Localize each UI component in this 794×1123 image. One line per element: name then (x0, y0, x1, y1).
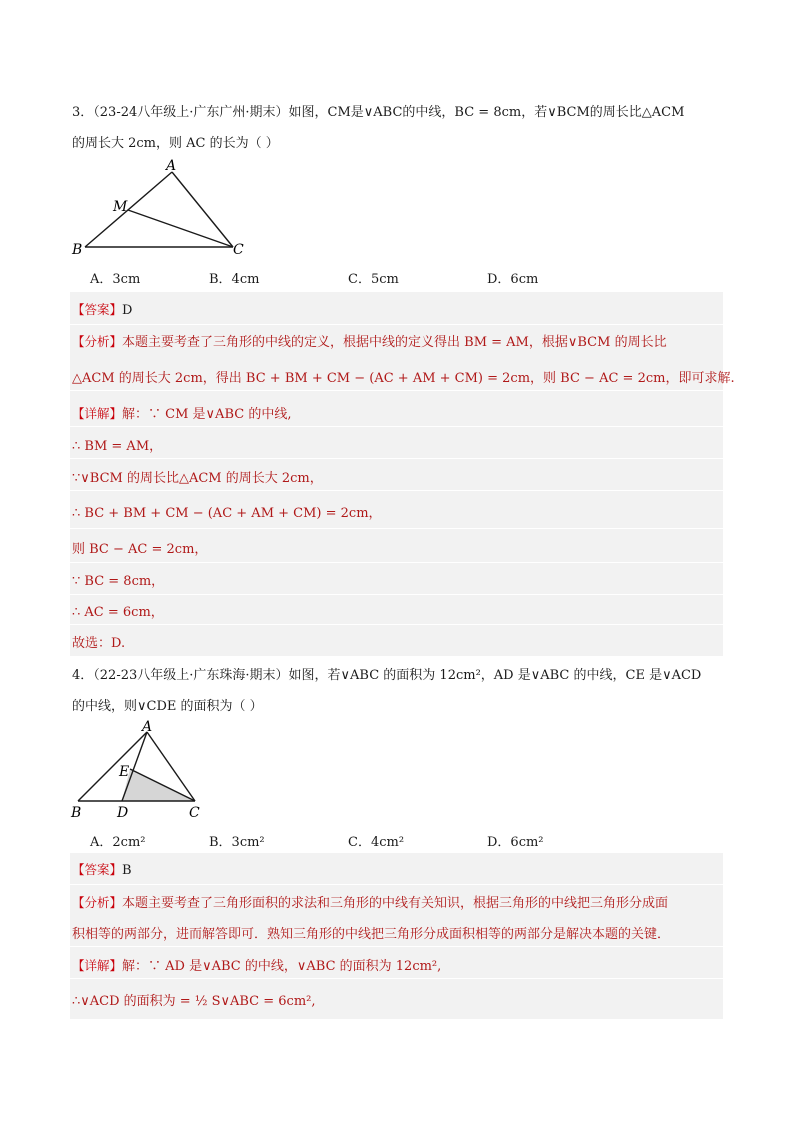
q3-answer-value: D (122, 303, 133, 318)
q3-option-d: D．6cm (487, 272, 539, 287)
q3-detail-text1: 解：∵ CM 是∨ABC 的中线, (122, 407, 292, 422)
q4-detail-line1 (72, 955, 441, 974)
q3-label-m: M (113, 199, 128, 215)
q4-label-b: B (71, 805, 82, 821)
q4-stem-line2: 的中线，则∨CDE 的面积为（ ） (72, 699, 263, 714)
q3-analysis-text1: 本题主要考查了三角形的中线的定义，根据中线的定义得出 BM = AM，根据∨BCM 的周长比 (122, 335, 667, 350)
q4-option-c: C．4cm² (348, 835, 405, 850)
q3-option-c: C．5cm (348, 272, 399, 287)
q3-detail-line1 (72, 403, 291, 422)
q4-answer-value: B (122, 863, 132, 878)
q4-answer (72, 860, 132, 878)
q4-label-d: D (117, 805, 129, 821)
q3-detail-line6: ∵ BC = 8cm， (72, 574, 165, 589)
q3-stem-line1: 3．（23-24八年级上·广东广州·期末）如图，CM是∨ABC的中线，BC = 8cm，若∨BCM的周长比△ACM (72, 105, 685, 120)
q4-label-a: A (142, 719, 153, 735)
q4-analysis-line1 (72, 892, 668, 911)
q4-option-b: B．3cm² (209, 835, 265, 850)
q4-analysis-tag: 【分析】 (72, 895, 123, 910)
q3-detail-line2: ∴ BM = AM， (72, 439, 163, 454)
q4-answer-tag: 【答案】 (72, 862, 123, 877)
q3-label-c: C (233, 242, 244, 258)
q3-triangle-figure (66, 155, 256, 260)
q3-option-a: A．3cm (90, 272, 141, 287)
q3-analysis-tag: 【分析】 (72, 334, 123, 349)
q4-analysis-line2: 积相等的两部分，进而解答即可．熟知三角形的中线把三角形分成面积相等的两部分是解决本题的关键． (72, 927, 671, 942)
q4-label-e: E (119, 764, 130, 780)
q4-analysis-text1: 本题主要考查了三角形面积的求法和三角形的中线有关知识，根据三角形的中线把三角形分成面 (122, 896, 669, 911)
q3-answer (72, 300, 132, 318)
q4-triangle-figure (66, 718, 216, 823)
q3-detail-line7: ∴ AC = 6cm， (72, 605, 164, 620)
q3-analysis-line1 (72, 331, 667, 350)
q3-detail-line4: ∴ BC + BM + CM − (AC + AM + CM) = 2cm， (72, 506, 382, 521)
q3-detail-line5: 则 BC − AC = 2cm， (72, 542, 208, 557)
q3-option-b: B．4cm (209, 272, 260, 287)
q3-answer-tag: 【答案】 (72, 302, 123, 317)
q4-detail-line2: ∴∨ACD 的面积为 = ½ S∨ABC = 6cm², (72, 994, 316, 1009)
q4-label-c: C (189, 805, 200, 821)
q3-label-a: A (166, 158, 177, 174)
q4-option-d: D．6cm² (487, 835, 544, 850)
q3-label-b: B (72, 242, 83, 258)
q4-detail-text1: 解：∵ AD 是∨ABC 的中线，∨ABC 的面积为 12cm², (122, 959, 442, 974)
q3-detail-line3: ∵∨BCM 的周长比△ACM 的周长大 2cm， (72, 471, 323, 486)
q4-detail-tag: 【详解】 (72, 958, 123, 973)
q4-option-a: A．2cm² (90, 835, 146, 850)
q3-detail-line8: 故选：D. (72, 636, 126, 651)
q4-stem-line1: 4．（22-23八年级上·广东珠海·期末）如图，若∨ABC 的面积为 12cm²，AD 是∨ABC 的中线，CE 是∨ACD (72, 668, 702, 683)
q3-stem-line2: 的周长大 2cm，则 AC 的长为（ ） (72, 136, 279, 151)
q3-analysis-line2: △ACM 的周长大 2cm，得出 BC + BM + CM − (AC + AM + CM) = 2cm，则 BC − AC = 2cm，即可求解. (72, 371, 735, 386)
q3-detail-tag: 【详解】 (72, 406, 123, 421)
